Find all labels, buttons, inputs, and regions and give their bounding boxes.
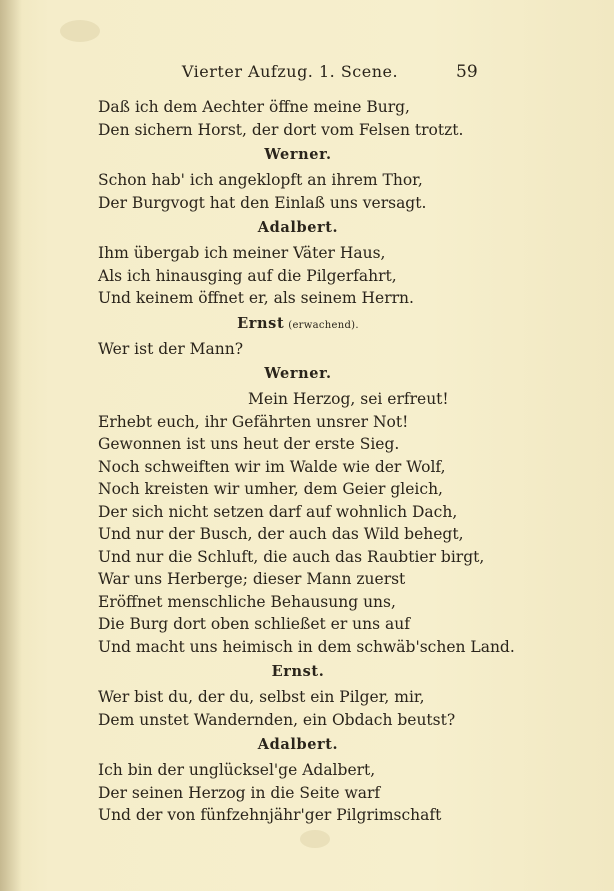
verse-line: Daß ich dem Aechter öffne meine Burg, — [98, 98, 410, 116]
verse-line: Eröffnet menschliche Behausung uns, — [98, 592, 396, 611]
verse-line: Gewonnen ist uns heut der erste Sieg. — [98, 435, 400, 453]
verse-line: Und keinem öffnet er, als seinem Herrn. — [98, 289, 414, 307]
running-header-title: Vierter Aufzug. 1. Scene. — [181, 62, 399, 81]
paper-stain — [60, 20, 100, 42]
speaker-name-text: Adalbert. — [257, 219, 339, 236]
verse-line: Und macht uns heimisch in dem schwäb'schen Land. — [98, 637, 515, 656]
play-text — [98, 96, 515, 827]
verse-line: War uns Herberge; dieser Mann zuerst — [98, 570, 406, 588]
verse-line: Der seinen Herzog in die Seite warf — [98, 783, 381, 802]
page-number: 59 — [456, 62, 478, 82]
speaker-name-text: Ernst. — [271, 663, 325, 680]
verse-line: Den sichern Horst, der dort vom Felsen trotzt. — [98, 120, 464, 139]
verse-line: Wer ist der Mann? — [98, 339, 244, 358]
verse-line: Ihm übergab ich meiner Väter Haus, — [98, 244, 386, 262]
verse-line: Wer bist du, der du, selbst ein Pilger, mir, — [98, 688, 425, 706]
verse-line: Und nur die Schluft, die auch das Raubtier birgt, — [98, 547, 485, 566]
page-gutter-shadow — [0, 0, 22, 891]
verse-line: Der sich nicht setzen darf auf wohnlich Dach, — [98, 502, 458, 521]
speaker-name-text: Werner. — [264, 146, 332, 163]
verse-line: Dem unstet Wandernden, ein Obdach beutst? — [98, 710, 456, 729]
speaker-name — [98, 360, 498, 388]
verse-line: Mein Herzog, sei erfreut! — [248, 390, 449, 408]
verse-line: Schon hab' ich angeklopft an ihrem Thor, — [98, 171, 423, 189]
verse-line: Als ich hinausging auf die Pilgerfahrt, — [98, 266, 397, 285]
speaker-name-text: Ernst — [237, 314, 285, 332]
speaker-name-text: Adalbert. — [257, 736, 339, 753]
verse-line: Und der von fünfzehnjähr'ger Pilgrimschaft — [98, 806, 442, 824]
verse-line: Noch schweiften wir im Walde wie der Wolf, — [98, 457, 446, 476]
verse-line: Erhebt euch, ihr Gefährten unsrer Not! — [98, 412, 409, 431]
verse-line: Ich bin der unglücksel'ge Adalbert, — [98, 761, 376, 779]
speaker-name — [98, 214, 498, 242]
verse-line: Noch kreisten wir umher, dem Geier gleich, — [98, 480, 443, 498]
speaker-name — [98, 310, 498, 338]
speaker-name — [98, 141, 498, 169]
verse-line: Der Burgvogt hat den Einlaß uns versagt. — [98, 193, 427, 212]
speaker-name-text: Werner. — [264, 365, 332, 382]
verse-line: Die Burg dort oben schließet er uns auf — [98, 615, 410, 633]
running-header — [90, 62, 490, 86]
speaker-name — [98, 731, 498, 759]
paper-stain — [300, 830, 330, 848]
verse-line: Und nur der Busch, der auch das Wild behegt, — [98, 525, 464, 543]
stage-direction: (erwachend). — [288, 319, 359, 331]
speaker-name — [98, 658, 498, 686]
